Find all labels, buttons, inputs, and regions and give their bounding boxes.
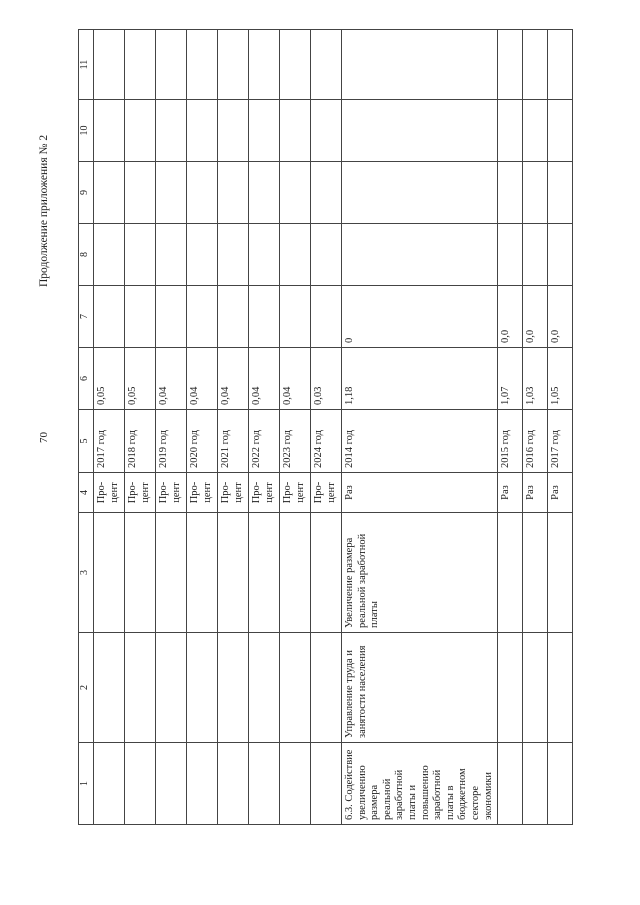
table-cell-c7: [311, 286, 342, 348]
table-cell-empty: [94, 100, 125, 162]
table-cell-empty: [311, 224, 342, 286]
data-table: [78, 29, 573, 825]
table-cell-c6: 1,03: [523, 348, 548, 410]
table-cell-empty: [218, 100, 249, 162]
table-cell-c7: [94, 286, 125, 348]
table-cell-c4: Про-цент: [218, 473, 249, 513]
table-cell-empty: [187, 30, 218, 100]
table-cell-empty: [218, 30, 249, 100]
table-cell-c7: [187, 286, 218, 348]
table-row: [218, 30, 249, 825]
table-cell-c2: [498, 633, 523, 743]
table-cell-empty: [187, 224, 218, 286]
table-cell-c6: 0,04: [156, 348, 187, 410]
table-cell-c2: [249, 633, 280, 743]
table-cell-c2: [311, 633, 342, 743]
table-cell-c1: [187, 743, 218, 825]
table-cell-empty: [94, 224, 125, 286]
table-cell-c4: Про-цент: [156, 473, 187, 513]
table-cell-c5: 2016 год: [523, 410, 548, 473]
table-cell-c6: 0,03: [311, 348, 342, 410]
header-row: [79, 30, 94, 825]
table-cell-c1: [125, 743, 156, 825]
table-cell-empty: [187, 100, 218, 162]
table-cell-c5: 2019 год: [156, 410, 187, 473]
table-cell-empty: [280, 224, 311, 286]
table-row: [311, 30, 342, 825]
col-header: 4: [79, 473, 94, 513]
table-cell-c3: [218, 513, 249, 633]
table-cell-empty: [187, 162, 218, 224]
table-cell-c5: 2015 год: [498, 410, 523, 473]
table-row: [156, 30, 187, 825]
table-row: [125, 30, 156, 825]
table-cell-c2: [280, 633, 311, 743]
table-cell-empty: [125, 30, 156, 100]
table-cell-empty: [548, 162, 573, 224]
table-cell-empty: [523, 30, 548, 100]
table-cell-empty: [342, 100, 498, 162]
table-cell-empty: [156, 100, 187, 162]
table-cell-c4: Раз: [342, 473, 498, 513]
table-cell-empty: [498, 30, 523, 100]
table-row: [187, 30, 218, 825]
table-cell-c2: [218, 633, 249, 743]
table-cell-empty: [280, 162, 311, 224]
table-cell-c4: Про-цент: [187, 473, 218, 513]
table-cell-c1: [280, 743, 311, 825]
table-cell-c1: [548, 743, 573, 825]
table-cell-c3: [249, 513, 280, 633]
table-cell-c3: [125, 513, 156, 633]
table-cell-c5: 2023 год: [280, 410, 311, 473]
table-cell-c1: [94, 743, 125, 825]
table-row: [498, 30, 523, 825]
table-cell-empty: [523, 224, 548, 286]
col-header: 10: [79, 100, 94, 162]
table-cell-c2: [94, 633, 125, 743]
col-header: 3: [79, 513, 94, 633]
table-cell-c5: 2018 год: [125, 410, 156, 473]
table-cell-empty: [249, 100, 280, 162]
table-cell-c6: 0,04: [218, 348, 249, 410]
page-number: 70: [38, 432, 50, 443]
table-cell-c3: [548, 513, 573, 633]
table-cell-empty: [125, 100, 156, 162]
table-cell-c6: 0,05: [94, 348, 125, 410]
table-cell-c3: [156, 513, 187, 633]
table-cell-empty: [125, 224, 156, 286]
table-cell-c4: Про-цент: [311, 473, 342, 513]
table-cell-c6: 1,07: [498, 348, 523, 410]
table-cell-c4: Про-цент: [280, 473, 311, 513]
table-cell-c4: Раз: [523, 473, 548, 513]
table-cell-empty: [94, 30, 125, 100]
table-row: [94, 30, 125, 825]
table-cell-c4: Раз: [498, 473, 523, 513]
table-cell-empty: [156, 162, 187, 224]
table-cell-c1: [218, 743, 249, 825]
table-cell-c6: 0,04: [280, 348, 311, 410]
table-cell-c5: 2017 год: [94, 410, 125, 473]
col-header: 7: [79, 286, 94, 348]
table-cell-c3: [187, 513, 218, 633]
table-cell-c4: Про-цент: [125, 473, 156, 513]
table-cell-c6: 0,04: [249, 348, 280, 410]
table-cell-c7: 0,0: [548, 286, 573, 348]
table-cell-empty: [523, 162, 548, 224]
table-cell-c1: [249, 743, 280, 825]
col-header: 2: [79, 633, 94, 743]
col-header: 8: [79, 224, 94, 286]
table-cell-empty: [249, 30, 280, 100]
table-cell-empty: [311, 100, 342, 162]
table-cell-empty: [548, 30, 573, 100]
table-cell-c7: [249, 286, 280, 348]
table-cell-empty: [498, 162, 523, 224]
table-cell-empty: [498, 100, 523, 162]
table-cell-empty: [94, 162, 125, 224]
table-cell-c1: 6.3. Содействие увеличению размера реальной заработной платы и повышению заработной платы в бюджетном секторе экономики: [342, 743, 498, 825]
table-cell-c6: 1,05: [548, 348, 573, 410]
table-row: [523, 30, 548, 825]
table-row: [342, 30, 498, 825]
table-cell-empty: [342, 30, 498, 100]
table-cell-c4: Про-цент: [249, 473, 280, 513]
table-cell-empty: [548, 100, 573, 162]
table-row: [249, 30, 280, 825]
table-cell-c5: 2014 год: [342, 410, 498, 473]
table-cell-c1: [523, 743, 548, 825]
table-cell-c2: [125, 633, 156, 743]
table-cell-c5: 2021 год: [218, 410, 249, 473]
table-cell-c2: [523, 633, 548, 743]
table-cell-c2: [156, 633, 187, 743]
table-cell-c7: [280, 286, 311, 348]
table-cell-c3: [311, 513, 342, 633]
table-cell-c3: [280, 513, 311, 633]
table-cell-c5: 2017 год: [548, 410, 573, 473]
table-cell-c6: 0,04: [187, 348, 218, 410]
continuation-note: Продолжение приложения № 2: [38, 134, 50, 287]
table-cell-c2: [548, 633, 573, 743]
table-cell-c1: [311, 743, 342, 825]
table-cell-c4: Про-цент: [94, 473, 125, 513]
col-header: 5: [79, 410, 94, 473]
table-cell-c4: Раз: [548, 473, 573, 513]
table-cell-c2: [187, 633, 218, 743]
table-cell-empty: [280, 30, 311, 100]
col-header: 1: [79, 743, 94, 825]
table-cell-c6: 1,18: [342, 348, 498, 410]
table-cell-empty: [125, 162, 156, 224]
table-cell-c5: 2020 год: [187, 410, 218, 473]
table-cell-empty: [342, 224, 498, 286]
table-row: [548, 30, 573, 825]
table-cell-empty: [311, 162, 342, 224]
table-cell-c7: [156, 286, 187, 348]
table-cell-c1: [498, 743, 523, 825]
table-cell-c3: [523, 513, 548, 633]
table-cell-empty: [342, 162, 498, 224]
table-cell-c7: 0,0: [523, 286, 548, 348]
table-cell-c3: Увеличение размера реальной заработной платы: [342, 513, 498, 633]
table-cell-empty: [311, 30, 342, 100]
table-cell-c1: [156, 743, 187, 825]
table-cell-empty: [156, 224, 187, 286]
table-cell-empty: [280, 100, 311, 162]
col-header: 11: [79, 30, 94, 100]
table-cell-empty: [218, 162, 249, 224]
col-header: 9: [79, 162, 94, 224]
table-cell-c7: 0,0: [498, 286, 523, 348]
table-cell-c5: 2024 год: [311, 410, 342, 473]
table-cell-c6: 0,05: [125, 348, 156, 410]
table-cell-c7: 0: [342, 286, 498, 348]
col-header: 6: [79, 348, 94, 410]
table-cell-c3: [94, 513, 125, 633]
table-cell-empty: [249, 224, 280, 286]
table-cell-empty: [498, 224, 523, 286]
table-cell-empty: [523, 100, 548, 162]
table-row: [280, 30, 311, 825]
table-cell-c7: [218, 286, 249, 348]
table-cell-empty: [249, 162, 280, 224]
table-cell-empty: [156, 30, 187, 100]
table-cell-c3: [498, 513, 523, 633]
table-cell-empty: [548, 224, 573, 286]
table-cell-c5: 2022 год: [249, 410, 280, 473]
table-cell-c2: Управление труда и занятости населения: [342, 633, 498, 743]
table-cell-empty: [218, 224, 249, 286]
table-cell-c7: [125, 286, 156, 348]
